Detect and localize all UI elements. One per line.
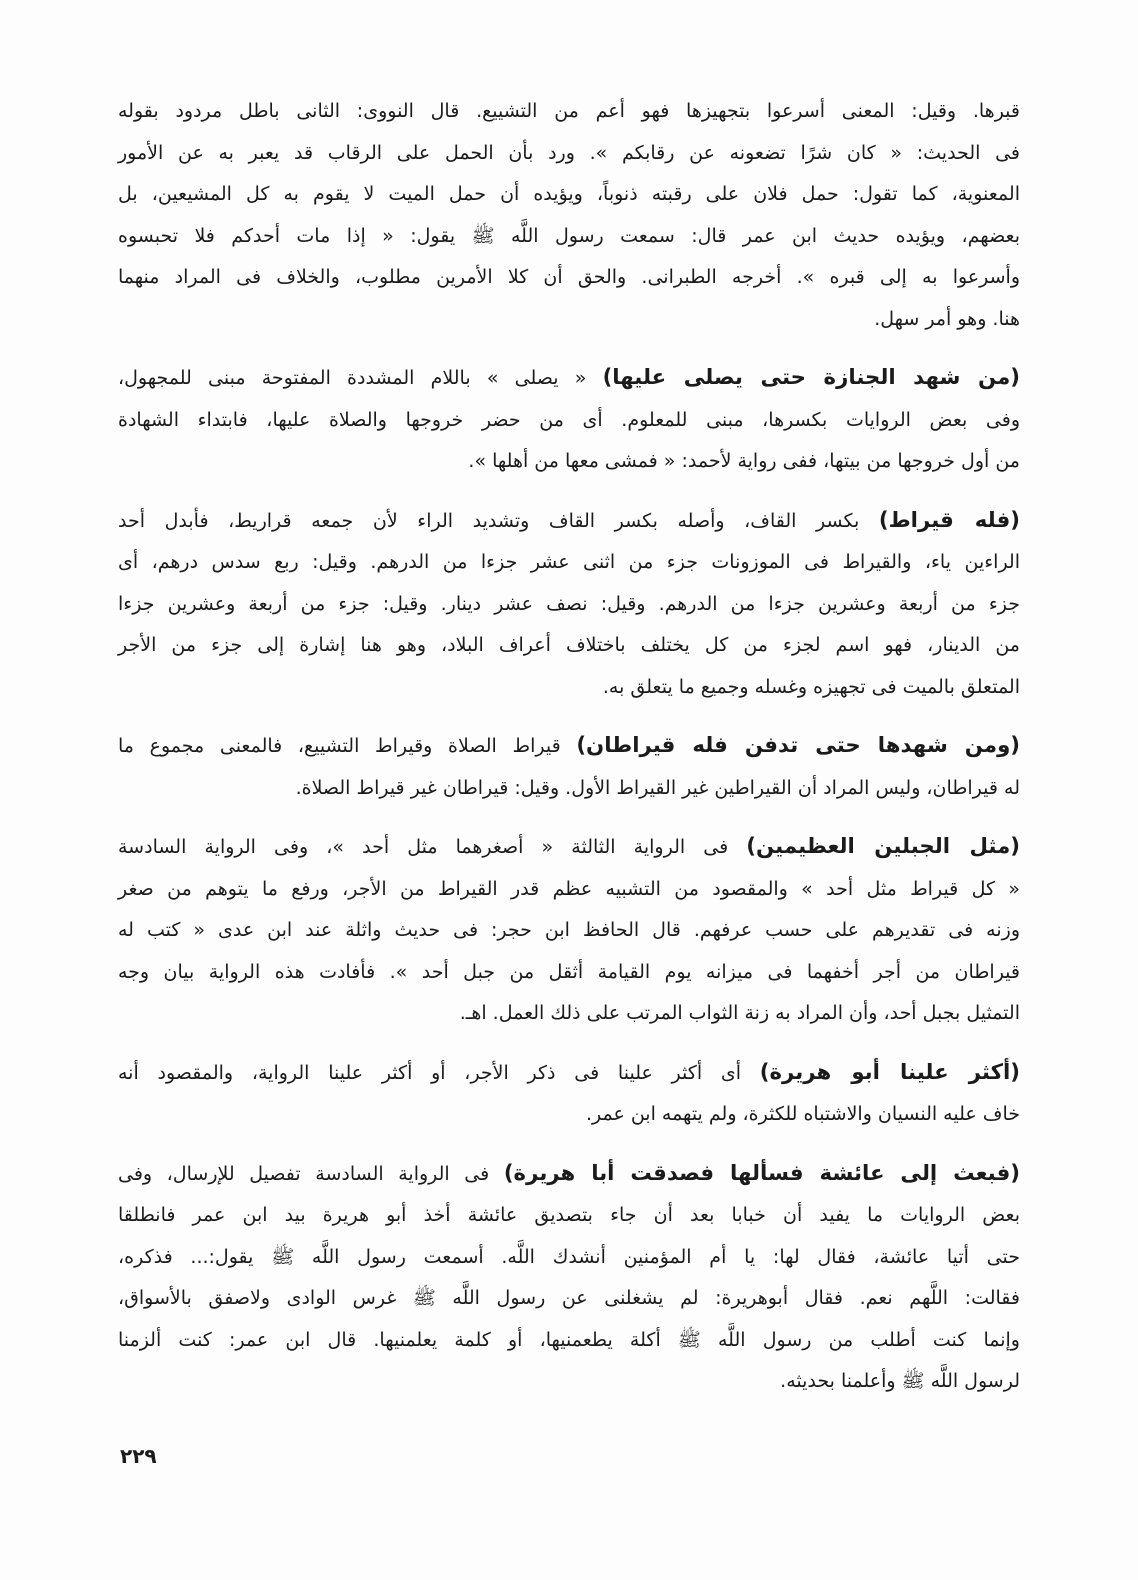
text-line: هنا. وهو أمر سهل. bbox=[874, 307, 1020, 330]
lemma-heading: (ومن شهدها حتى تدفن فله قيراطان) bbox=[576, 733, 1021, 758]
commentary-text: فى الرواية الثالثة « أصغرهما مثل أحد »، وفى الرواية السادسة bbox=[118, 836, 729, 858]
text-line: المعنوية، كما تقول: حمل فلان على رقبته ذنوباً، ويؤيده أن حمل الميت لا يقوم به كل المشيعين، بل bbox=[118, 183, 1020, 205]
text-line bbox=[118, 357, 1020, 400]
text-line: التمثيل بجبل أحد، وأن المراد به زنة الثواب المرتب على ذلك العمل. اهـ. bbox=[459, 1002, 1020, 1024]
text-line: الراءين ياء، والقيراط فى الموزونات جزء من اثنى عشر جزءا من الدرهم. وقيل: ربع سدس درهم، أى bbox=[118, 551, 1020, 573]
commentary-text: بكسر القاف، وأصله بكسر القاف وتشديد الراء لأن جمعه قراريط، فأبدل أحد bbox=[118, 509, 860, 532]
lemma-heading: (من شهد الجنازة حتى يصلى عليها) bbox=[602, 365, 1020, 390]
text-line: وزنه فى تقديرهم على حسب عرفهم. قال الحافظ ابن حجر: فى حديث واثلة عند ابن عدى « كتب له bbox=[118, 919, 1020, 941]
text-line: قبرها. وقيل: المعنى أسرعوا بتجهيزها فهو أعم من التشييع. قال النووى: الثانى باطل مردود بقوله bbox=[118, 100, 1020, 122]
paragraph bbox=[118, 1153, 1020, 1403]
commentary-text: فى الرواية السادسة تفصيل للإرسال، وفى bbox=[118, 1162, 490, 1185]
commentary-text: أى أكثر علينا فى ذكر الأجر، أو أكثر علينا الرواية، والمقصود أنه bbox=[118, 1061, 741, 1084]
text-line bbox=[118, 1052, 1020, 1095]
paragraph bbox=[118, 357, 1020, 483]
text-line: له قيراطان، وليس المراد أن القيراطين غير القيراط الأول. وقيل: قيراطان غير قيراط الصلاة. bbox=[295, 776, 1020, 799]
paragraph bbox=[118, 500, 1020, 709]
text-line: من أول خروجها من بيتها، ففى رواية لأحمد: « فمشى معها من أهلها ». bbox=[468, 450, 1020, 472]
commentary-text: « يصلى » باللام المشددة المفتوحة مبنى للمجهول، bbox=[118, 367, 587, 389]
text-line: بعضهم، ويؤيده حديث ابن عمر قال: سمعت رسول اللَّه ﷺ يقول: « إذا مات أحدكم فلا تحبسوه bbox=[118, 224, 1020, 247]
text-line: المتعلق بالميت فى تجهيزه وغسله وجميع ما يتعلق به. bbox=[602, 675, 1020, 698]
paragraph bbox=[118, 1052, 1020, 1136]
page-number: ٢٢٩ bbox=[120, 1444, 157, 1468]
paragraph bbox=[118, 725, 1020, 809]
text-line: وفى بعض الروايات بكسرها، مبنى للمعلوم. أى من حضر خروجها والصلاة عليها، فابتداء الشهادة bbox=[118, 408, 1020, 431]
paragraph bbox=[118, 826, 1020, 1035]
lemma-heading: (أكثر علينا أبو هريرة) bbox=[759, 1059, 1020, 1085]
text-line: من الدينار، فهو اسم لجزء من كل يختلف باختلاف أعراف البلاد، وهو هنا إشارة إلى جزء من الأجر bbox=[118, 634, 1020, 656]
text-line: بعض الروايات ما يفيد أن خبابا بعد أن جاء بتصديق عائشة أخذ أبو هريرة بيد ابن عمر فانطلقا bbox=[118, 1204, 1020, 1226]
lemma-heading: (مثل الجبلين العظيمين) bbox=[746, 834, 1021, 859]
text-line: لرسول اللَّه ﷺ وأعلمنا بحديثه. bbox=[780, 1370, 1020, 1392]
text-line: وإنما كنت أطلب من رسول اللَّه ﷺ أكلة يطعمنيها، أو كلمة يعلمنيها. قال ابن عمر: كنت ألزمنا bbox=[118, 1328, 1020, 1351]
text-line: قيراطان من أجر أخفهما فى ميزانه يوم القيامة أثقل من جبل أحد ». فأفادت هذه الرواية بيان وجه bbox=[118, 960, 1020, 983]
paragraph bbox=[118, 91, 1020, 340]
text-line: فقالت: اللَّهم نعم. فقال أبوهريرة: لم يشغلنى عن رسول اللَّه ﷺ غرس الوادى ولاصفق بالأسواق، bbox=[118, 1287, 1020, 1309]
text-line: حتى أتيا عائشة، فقال لها: يا أم المؤمنين أنشدك اللَّه. أسمعت رسول اللَّه ﷺ يقول:... فذكره، bbox=[118, 1245, 1020, 1268]
text-line bbox=[118, 826, 1020, 869]
text-line: جزء من أربعة وعشرين جزءا من الدرهم. وقيل: نصف عشر دينار. وقيل: جزء من أربعة وعشرين جزءا bbox=[118, 592, 1020, 615]
text-line bbox=[118, 725, 1020, 768]
lemma-heading: (فله قيراط) bbox=[878, 507, 1020, 533]
text-line: خاف عليه النسيان والاشتباه للكثرة، ولم يتهمه ابن عمر. bbox=[585, 1103, 1020, 1125]
commentary-text: قيراط الصلاة وقيراط التشييع، فالمعنى مجموع ما bbox=[118, 735, 561, 757]
text-line bbox=[118, 500, 1020, 543]
text-line bbox=[118, 1153, 1020, 1196]
body-text bbox=[118, 91, 1020, 1420]
text-line: فى الحديث: « كان شرًا تضعونه عن رقابكم ». ورد بأن الحمل على الرقاب قد يعبر به عن الأمور bbox=[118, 141, 1020, 164]
text-line: وأسرعوا به إلى قبره ». أخرجه الطبرانى. والحق أن كلا الأمرين مطلوب، والخلاف فى المراد منهما bbox=[118, 266, 1020, 288]
text-line: « كل قيراط مثل أحد » والمقصود من التشبيه عظم قدر القيراط من الأجر، ورفع ما يتوهم من صغر bbox=[118, 877, 1020, 900]
lemma-heading: (فبعث إلى عائشة فسألها فصدقت أبا هريرة) bbox=[503, 1160, 1021, 1186]
